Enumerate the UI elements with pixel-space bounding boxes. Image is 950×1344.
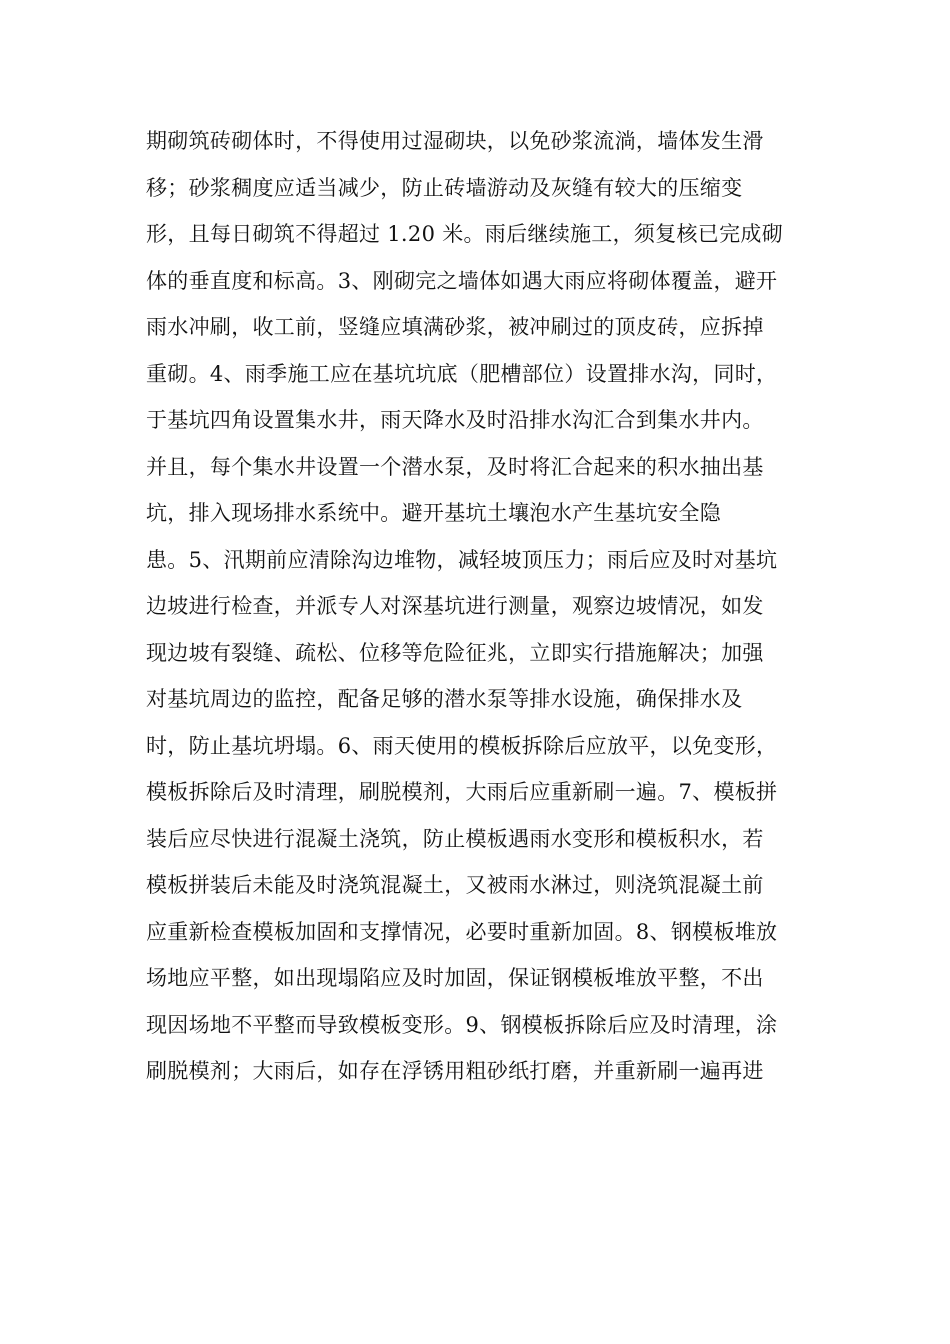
text-line: 现边坡有裂缝、疏松、位移等危险征兆，立即实行措施解决；加强 bbox=[146, 640, 764, 665]
text-line: 刷脱模剂；大雨后，如存在浮锈用粗砂纸打磨，并重新刷一遍再进 bbox=[146, 1059, 764, 1083]
text-line: 装后应尽快进行混凝土浇筑，防止模板遇雨水变形和模板积水，若 bbox=[146, 826, 764, 851]
text-line: 模板拼装后未能及时浇筑混凝土，又被雨水淋过，则浇筑混凝土前 bbox=[146, 873, 764, 897]
text-line: 时，防止基坑坍塌。6、雨天使用的模板拆除后应放平，以免变形， bbox=[146, 733, 778, 758]
text-line: 于基坑四角设置集水井，雨天降水及时沿排水沟汇合到集水井内。 bbox=[146, 408, 764, 432]
text-line: 对基坑周边的监控，配备足够的潜水泵等排水设施，确保排水及 bbox=[146, 687, 743, 711]
text-line: 坑，排入现场排水系统中。避开基坑土壤泡水产生基坑安全隐 bbox=[146, 501, 722, 525]
text-line: 期砌筑砖砌体时，不得使用过湿砌块，以免砂浆流淌，墙体发生滑 bbox=[146, 129, 764, 153]
text-line: 应重新检查模板加固和支撑情况，必要时重新加固。8、钢模板堆放 bbox=[146, 919, 778, 944]
text-line: 现因场地不平整而导致模板变形。9、钢模板拆除后应及时清理，涂 bbox=[146, 1012, 778, 1037]
text-line: 体的垂直度和标高。3、刚砌完之墙体如遇大雨应将砌体覆盖，避开 bbox=[146, 268, 778, 293]
text-line: 重砌。4、雨季施工应在基坑坑底（肥槽部位）设置排水沟，同时， bbox=[146, 361, 778, 386]
text-line: 移；砂浆稠度应适当减少，防止砖墙游动及灰缝有较大的压缩变 bbox=[146, 175, 743, 200]
text-line: 患。5、汛期前应清除沟边堆物，减轻坡顶压力；雨后应及时对基坑 bbox=[146, 547, 778, 572]
text-line: 形，且每日砌筑不得超过 1.20 米。雨后继续施工，须复核已完成砌 bbox=[146, 222, 784, 246]
text-line: 雨水冲刷，收工前，竖缝应填满砂浆，被冲刷过的顶皮砖，应拆掉 bbox=[146, 315, 764, 339]
text-line: 场地应平整，如出现塌陷应及时加固，保证钢模板堆放平整，不出 bbox=[146, 966, 764, 990]
body-text bbox=[146, 118, 826, 1095]
text-line: 并且，每个集水井设置一个潜水泵，及时将汇合起来的积水抽出基 bbox=[146, 454, 764, 479]
text-line: 边坡进行检查，并派专人对深基坑进行测量，观察边坡情况，如发 bbox=[146, 594, 764, 618]
text-line: 模板拆除后及时清理，刷脱模剂，大雨后应重新刷一遍。7、模板拼 bbox=[146, 780, 778, 804]
